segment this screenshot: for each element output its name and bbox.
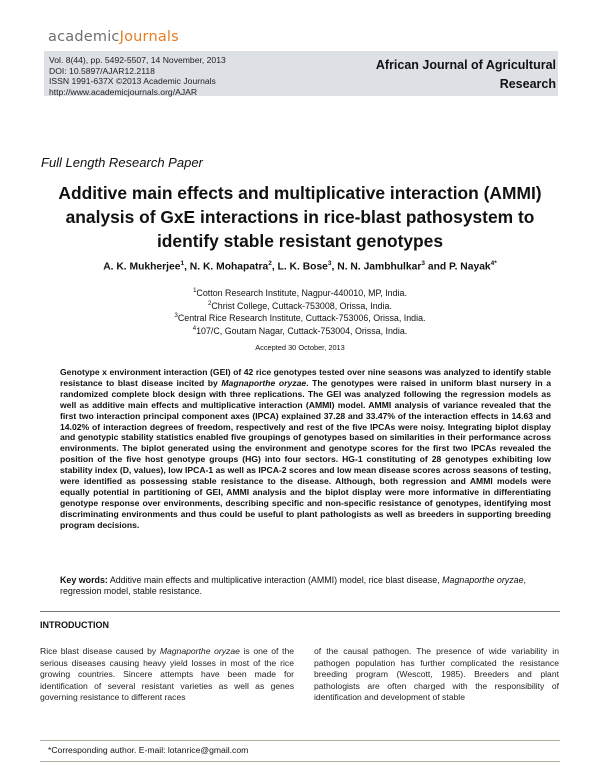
affiliations — [40, 286, 560, 336]
abstract: Genotype x environment interaction (GEI) of 42 rice genotypes tested over nine seasons was analyzed to identify stable resistance to blast disease incited by Magnaporthe oryzae. The genotypes were raised in uniform blast nursery in a randomized complete block design with three replications. The GEI was analyzed following the regression models as well as additive main effects and multiplicative interaction (AMMI) model. AMMI analysis of variance revealed that the first two interaction principal component axes (IPCA) explained 37.28 and 33.47% of the interaction effects in 14.63 and 14.02% of interaction degrees of freedom, respectively and rest of the five IPCAs were noisy. Integrating biplot display and genotypic stability statistics enabled five groupings of genotypes based on similarities in their performance across environments. The biplot generated using the environment and genotype scores for the first two IPCAs revealed the position of the five host genotype groups (HG) into four sectors. HG-1 constituting of 28 genotypes exhibiting low stability index (D, values), low IPCA-1 as well as IPCA-2 scores and low mean disease scores across seasons of testing, were identified as possessing stable resistance to the disease. Although, both regression and AMMI models were equally potential in partitioning of GEI, AMMI analysis and the biplot display were more informative in differentiating genotype response over environments, describing specific and non-specific resistance of genotypes, identifying most discriminating environments and thus could be useful to plant pathologists as well as breeders in supporting breeding program decisions. — [60, 367, 551, 530]
author: P. Nayak — [449, 261, 491, 273]
affiliation: $^3$Central Rice Research Institute, Cuttack-753006, Orissa, India. — [174, 313, 426, 324]
intro-column-2: of the causal pathogen. The presence of wide variability in pathogen population has further complicated the resistance breeding program (Wescott, 1985). Breeders and plant pathologists are often charged with the responsibility of identification and development of stable — [314, 646, 559, 702]
section-divider — [40, 611, 560, 612]
journal-name-line2: Research — [499, 77, 556, 91]
affiliation: $^2$Christ College, Cuttack-753008, Orissa, India. — [208, 300, 392, 311]
journal-name-line1: African Journal of Agricultural — [375, 58, 556, 72]
author-list: A. K. Mukherjee$^1$, N. K. Mohapatra$^2$, L. K. Bose$^3$, N. N. Jambhulkar$^3$ and P. Nayak$^{4*}$ — [103, 260, 497, 273]
issn-line: ISSN 1991-637X ©2013 Academic Journals — [49, 76, 216, 87]
doi-line: DOI: 10.5897/AJAR12.2118 — [49, 65, 155, 76]
author: L. K. Bose — [277, 261, 328, 273]
accepted-date: Accepted 30 October, 2013 — [255, 343, 345, 352]
author: A. K. Mukherjee — [103, 261, 181, 273]
url-line[interactable]: http://www.academicjournals.org/AJAR — [49, 87, 198, 98]
corresponding-author: *Corresponding author. E-mail: lotanrice@gmail.com — [48, 745, 249, 755]
journal-logo — [48, 29, 179, 45]
paper-type: Full Length Research Paper — [41, 155, 203, 170]
author: N. K. Mohapatra — [189, 261, 269, 273]
intro-column-1: Rice blast disease caused by Magnaporthe oryzae is one of the serious diseases causing heavy yield losses in most of the rice growing countries. Sincere attempts have been made for identification of several resistant varieties as well as genes governing resistance to different races — [40, 646, 294, 702]
logo-academic: academic — [48, 29, 120, 45]
publication-meta — [49, 55, 226, 98]
journal-name — [326, 56, 556, 94]
affiliation: $^4$107/C, Goutam Nagar, Cuttack-753004, Orissa, India. — [192, 325, 408, 336]
affiliation: $^1$Cotton Research Institute, Nagpur-440010, MP, India. — [193, 287, 407, 298]
volume-line: Vol. 8(44), pp. 5492-5507, 14 November, 2013 — [49, 55, 226, 65]
keywords: Key words: Additive main effects and multiplicative interaction (AMMI) model, rice blast disease, Magnaporthe oryzae, regression model, stable resistance. — [60, 575, 526, 596]
paper-title: Additive main effects and multiplicative interaction (AMMI) analysis of GxE interactions in rice-blast pathosystem to identify stable resistant genotypes — [58, 183, 542, 251]
keywords-label: Key words: — [60, 575, 108, 585]
logo-journals: Journals — [119, 29, 179, 45]
author: N. N. Jambhulkar — [337, 261, 422, 273]
introduction-heading: INTRODUCTION — [40, 620, 109, 630]
